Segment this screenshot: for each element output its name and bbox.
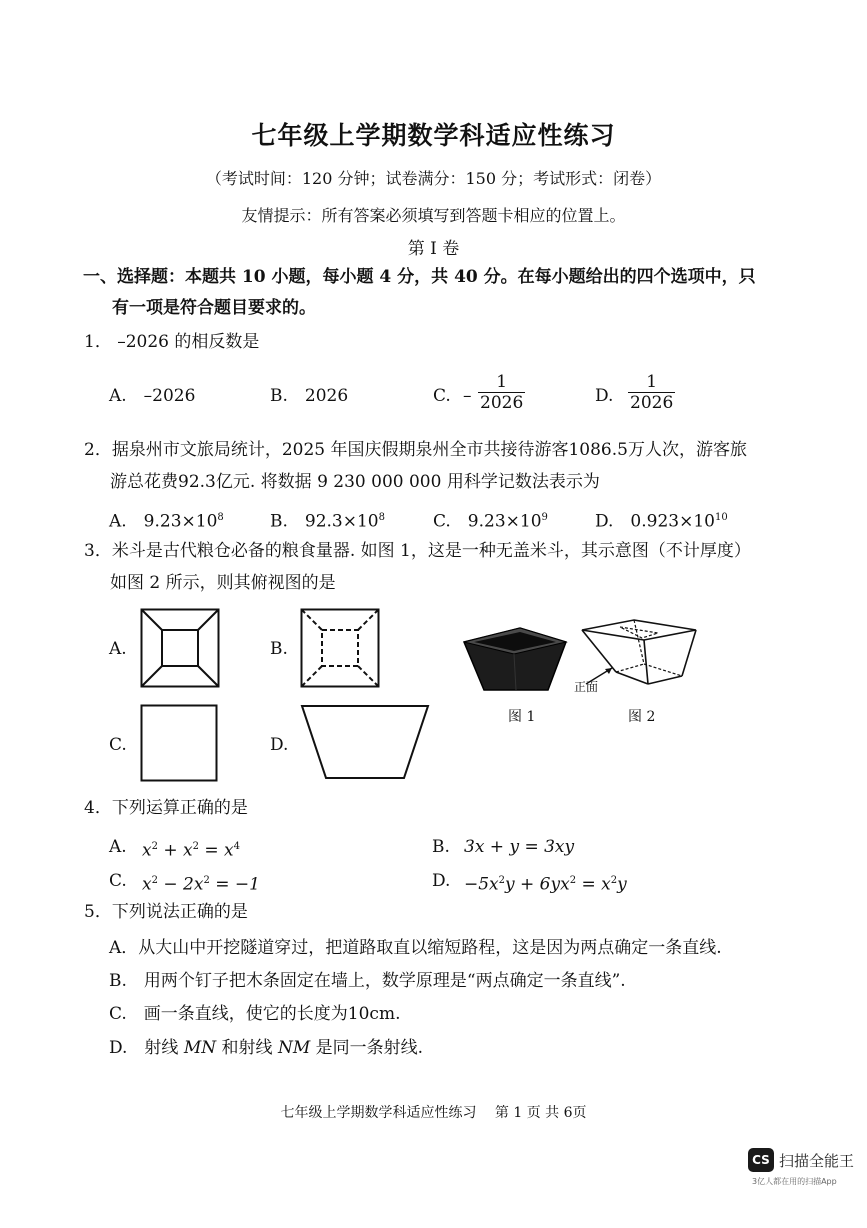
q5-option-a: A．从大山中开挖隧道穿过，把道路取直以缩短路程，这是因为两点确定一条直线. xyxy=(109,938,722,958)
q1-option-a: A. –2026 xyxy=(109,386,196,406)
q1-stem: 1． –2026 的相反数是 xyxy=(84,332,260,352)
ray-nm: NM xyxy=(277,1038,311,1058)
q3-option-d-label: D. xyxy=(270,735,289,755)
q2-line2: 游总花费92.3亿元. 将数据 9 230 000 000 用科学记数法表示为 xyxy=(110,472,600,492)
exponent: 10 xyxy=(714,512,728,523)
fraction-numerator: 1 xyxy=(496,372,508,392)
q3-option-a-label: A. xyxy=(109,639,127,659)
camscanner-tagline: 3亿人都在用的扫描App xyxy=(752,1177,837,1186)
option-text: 是同一条射线. xyxy=(310,1038,424,1058)
q3-option-d-figure xyxy=(300,704,430,780)
option-text: D. 0.923×10 xyxy=(595,511,715,532)
q5-stem: 5．下列说法正确的是 xyxy=(84,902,248,922)
q4-option-a-label: A. xyxy=(109,837,127,857)
exponent: 9 xyxy=(541,512,548,523)
q3-line1: 3．米斗是古代粮仓必备的粮食量器. 如图 1，这是一种无盖米斗，其示意图（不计厚度） xyxy=(84,541,751,561)
exponent: 8 xyxy=(378,512,385,523)
q4-option-b-label: B. xyxy=(432,837,450,857)
page-title: 七年级上学期数学科适应性练习 xyxy=(251,121,616,150)
option-text: B. 92.3×10 xyxy=(270,511,379,532)
q3-option-c-label: C. xyxy=(109,735,127,755)
q4-option-a-expr: $x^2 + x^2 = x^4$ xyxy=(142,840,240,861)
q5-option-b: B. 用两个钉子把木条固定在墙上，数学原理是“两点确定一条直线”. xyxy=(109,971,626,991)
section-heading-line1: 一、选择题：本题共 10 小题，每小题 4 分，共 40 分。在每小题给出的四个选项中，只 xyxy=(83,267,756,287)
volume-label: 第 Ⅰ 卷 xyxy=(407,239,460,259)
q3-option-b-label: B. xyxy=(270,639,288,659)
q1-option-c-label: C. xyxy=(433,386,451,406)
q5-option-d xyxy=(109,1037,423,1059)
q3-option-c-figure xyxy=(140,704,218,782)
q4-option-c-expr: $x^2 - 2x^2 = -1$ xyxy=(142,874,260,895)
ray-mn: MN xyxy=(183,1038,217,1058)
option-text: D. 射线 xyxy=(109,1038,184,1058)
q4-option-d-label: D. xyxy=(432,871,451,891)
q4-option-d-expr: $-5x^2y + 6yx^2 = x^2y$ xyxy=(464,874,627,895)
q4-option-b-expr: 3x + y = 3xy xyxy=(464,837,575,857)
q2-line1: 2．据泉州市文旅局统计，2025 年国庆假期泉州全市共接待游客1086.5万人次，游客旅 xyxy=(84,440,747,460)
exponent: 8 xyxy=(217,512,224,523)
q3-figure1-caption: 图 1 xyxy=(508,709,536,725)
q3-front-label: 正面 xyxy=(574,680,599,694)
q5-option-c: C. 画一条直线，使它的长度为10cm. xyxy=(109,1004,401,1024)
q2-option-d xyxy=(595,507,728,533)
camscanner-name: 扫描全能王 xyxy=(779,1152,855,1170)
q1-option-c-sign: – xyxy=(463,386,472,406)
q4-stem: 4．下列运算正确的是 xyxy=(84,798,248,818)
fraction-denominator: 2026 xyxy=(630,393,674,413)
q4-option-c-label: C. xyxy=(109,871,127,891)
q1-option-c-fraction xyxy=(478,372,525,413)
q2-option-b xyxy=(270,507,385,533)
q1-option-d-label: D. xyxy=(595,386,614,406)
q1-option-d-fraction xyxy=(628,372,675,413)
camscanner-logo-icon: CS xyxy=(748,1148,774,1172)
q3-line2: 如图 2 所示，则其俯视图的是 xyxy=(110,573,336,593)
option-text: A. 9.23×10 xyxy=(109,511,218,532)
q1-option-b: B. 2026 xyxy=(270,386,349,406)
fraction-denominator: 2026 xyxy=(480,393,524,413)
q3-option-a-figure xyxy=(140,608,220,688)
option-text: 和射线 xyxy=(216,1038,278,1058)
page-footer: 七年级上学期数学科适应性练习 第 1 页 共 6页 xyxy=(280,1105,587,1121)
q2-option-c xyxy=(433,507,548,533)
fraction-numerator: 1 xyxy=(646,372,658,392)
q3-option-b-figure xyxy=(300,608,380,688)
q3-figure1-rice-measure xyxy=(460,624,570,694)
q2-option-a xyxy=(109,507,224,533)
option-text: C. 9.23×10 xyxy=(433,511,542,532)
section-heading-line2: 有一项是符合题目要求的。 xyxy=(112,298,316,318)
notice: 友情提示：所有答案必须填写到答题卡相应的位置上。 xyxy=(241,206,626,225)
q3-figure2-caption: 图 2 xyxy=(628,709,656,725)
exam-info: （考试时间：120 分钟；试卷满分：150 分；考试形式：闭卷） xyxy=(205,169,662,188)
